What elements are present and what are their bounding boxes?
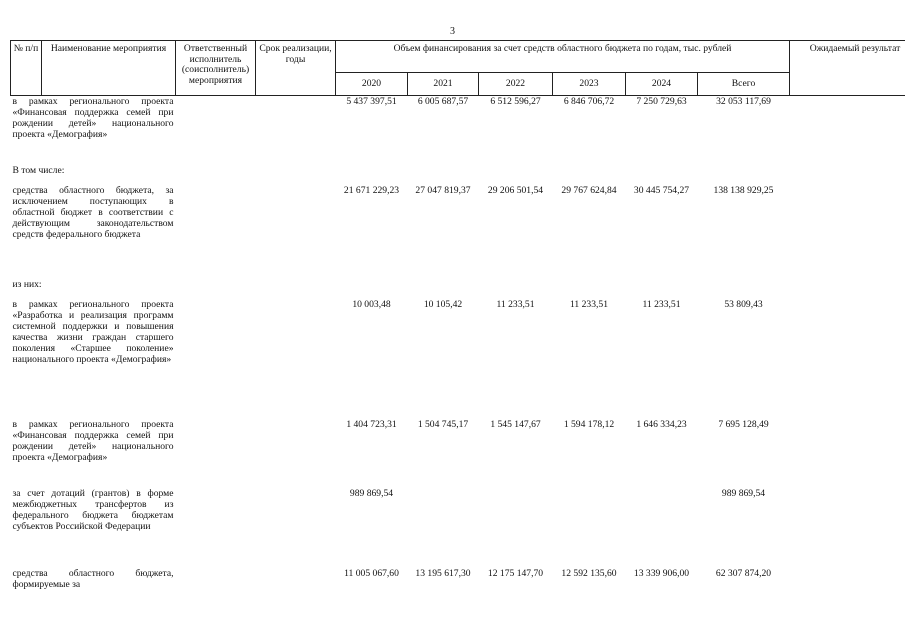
value-2023: 6 846 706,72 [563,96,615,107]
value-2021: 10 105,42 [423,298,463,310]
value-2024: 7 250 729,63 [636,96,687,107]
value-total: 32 053 117,69 [716,96,771,107]
value-total: 62 307 874,20 [715,567,772,579]
value-2021: 1 504 745,17 [417,418,469,430]
total-header: Всего [698,73,790,96]
value-2021: 6 005 687,57 [417,96,469,107]
value-2021 [408,488,479,568]
value-2023: 11 233,51 [569,298,609,310]
year-header-2022: 2022 [479,73,553,96]
year-header-2024: 2024 [626,73,698,96]
value-2024 [626,488,698,568]
value-2023: 12 592 135,60 [561,567,617,579]
table-row [11,185,905,279]
value-2021: 27 047 819,37 [415,184,471,196]
col-header-term: Срок реализации, годы [256,41,336,96]
row-label: В том числе: [12,164,65,176]
col-header-responsible: Ответственный исполнитель (соисполнитель) мероприятия [176,41,256,96]
value-2024: 30 445 754,27 [633,184,690,196]
row-name: за счет дотаций (грантов) в форме межбюджетных трансфертов из федерального бюджета бюджетам субъектов Российской Федерации [12,487,174,532]
funding-table [10,40,905,598]
table-row [11,96,905,165]
value-2024: 13 339 906,00 [633,567,690,579]
header-row [11,41,905,73]
value-2023: 29 767 624,84 [561,184,617,196]
row-name: в рамках регионального проекта «Финансовая поддержка семей при рождении детей» национального проекта «Демография» [12,96,174,141]
table-row [11,419,905,488]
value-total: 989 869,54 [721,487,766,499]
row-name: средства областного бюджета, формируемые за [12,567,174,590]
table-row [11,165,905,185]
value-2020: 989 869,54 [349,487,394,499]
table-row [11,488,905,568]
row-label: из них: [12,278,42,290]
value-2022 [479,488,553,568]
value-2022: 29 206 501,54 [487,184,544,196]
value-2020: 10 003,48 [352,298,391,310]
value-2021: 13 195 617,30 [415,567,471,579]
value-2022: 12 175 147,70 [487,567,544,579]
row-name: в рамках регионального проекта «Разработка и реализация программ системной поддержки и повышения качества жизни граждан старшего поколения «Старшее поколение» национального проекта «Демография» [12,298,174,366]
value-2020: 5 437 397,51 [346,96,397,107]
value-2022: 6 512 596,27 [490,96,541,107]
value-2022: 1 545 147,67 [490,418,541,430]
col-header-num: № п/п [11,41,42,96]
table-row [11,568,905,598]
col-header-name: Наименование мероприятия [42,41,176,96]
value-total: 53 809,43 [724,298,763,310]
value-total: 138 138 929,25 [713,184,774,196]
value-2020: 21 671 229,23 [343,184,400,196]
value-2024: 11 233,51 [642,298,681,310]
value-2023: 1 594 178,12 [563,418,615,430]
col-header-result: Ожидаемый результат [790,41,905,96]
table-row [11,299,905,419]
value-2024: 1 646 334,23 [636,418,687,430]
value-2020: 1 404 723,31 [346,418,397,430]
row-name: в рамках регионального проекта «Финансовая поддержка семей при рождении детей» национального проекта «Демография» [12,418,174,463]
year-header-2021: 2021 [408,73,479,96]
col-header-funding: Объем финансирования за счет средств областного бюджета по годам, тыс. рублей [336,41,790,73]
year-header-2023: 2023 [553,73,626,96]
value-2022: 11 233,51 [496,298,535,310]
table-row [11,279,905,299]
value-2023 [553,488,626,568]
row-name: средства областного бюджета, за исключением поступающих в областной бюджет в соответствии с действующим законодательством средств федерального бюджета [12,184,174,240]
page-number: 3 [450,26,455,37]
value-2020: 11 005 067,60 [344,567,399,579]
year-header-2020: 2020 [336,73,408,96]
value-total: 7 695 128,49 [718,418,769,430]
